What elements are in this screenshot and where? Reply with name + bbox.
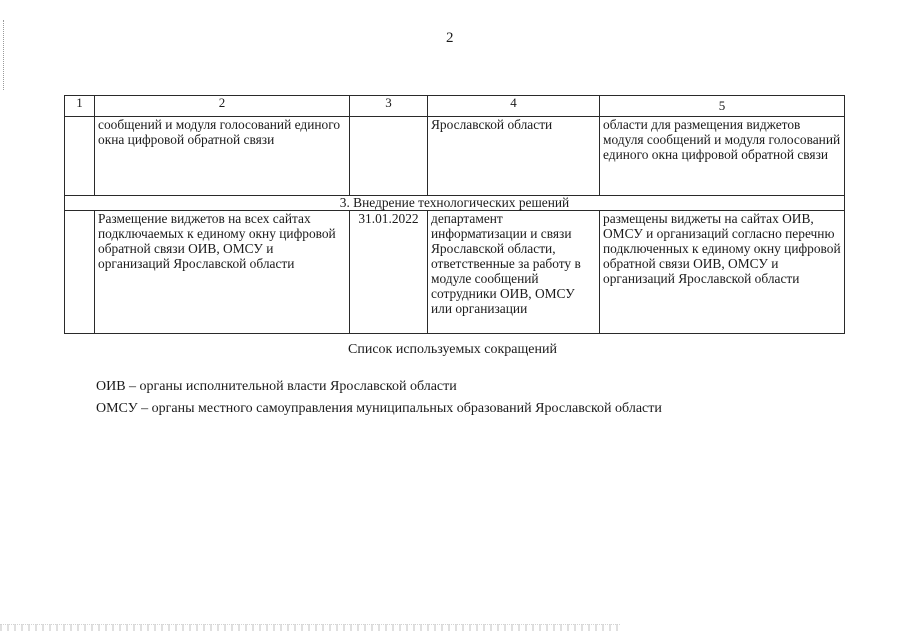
- header-col-3: 3: [350, 96, 428, 117]
- header-col-5: 5: [600, 96, 845, 117]
- plan-table: [64, 95, 845, 334]
- abbreviations-list: [96, 376, 662, 420]
- row-continued-task: сообщений и модуля голосований единого окна цифровой обратной связи: [95, 117, 350, 196]
- table-row: [65, 117, 845, 196]
- table-header-row: [65, 96, 845, 117]
- header-col-1: 1: [65, 96, 95, 117]
- row-continued-result: области для размещения виджетов модуля сообщений и модуля голосований единого окна цифровой обратной связи: [600, 117, 845, 196]
- abbreviation-item-omsu: ОМСУ – органы местного самоуправления муниципальных образований Ярославской области: [96, 401, 662, 416]
- row-widgets-task: Размещение виджетов на всех сайтах подключаемых к единому окну цифровой обратной связи ОИВ, ОМСУ и организаций Ярославской области: [95, 211, 350, 334]
- abbreviations-title: Список используемых сокращений: [348, 342, 557, 357]
- page-number: 2: [446, 30, 454, 46]
- header-col-4: 4: [428, 96, 600, 117]
- header-col-2: 2: [95, 96, 350, 117]
- row-continued-responsible: Ярославской области: [428, 117, 600, 196]
- row-widgets-col-1: [65, 211, 95, 334]
- section-title: 3. Внедрение технологических решений: [65, 196, 845, 211]
- row-widgets-responsible: департамент информатизации и связи Ярославской области, ответственные за работу в модуле сообщений сотрудники ОИВ, ОМСУ или организации: [428, 211, 600, 334]
- row-widgets-result: размещены виджеты на сайтах ОИВ, ОМСУ и организаций согласно перечню подключенных к единому окну цифровой обратной связи ОИВ, ОМСУ и организаций Ярославской области: [600, 211, 845, 334]
- abbreviation-item-oiv: ОИВ – органы исполнительной власти Ярославской области: [96, 379, 457, 394]
- table-row: [65, 211, 845, 334]
- row-widgets-deadline: 31.01.2022: [350, 211, 428, 334]
- row-continued-deadline: [350, 117, 428, 196]
- scan-edge-bottom: [0, 624, 620, 631]
- scan-edge-left: [3, 20, 5, 90]
- row-continued-col-1: [65, 117, 95, 196]
- section-row: [65, 196, 845, 211]
